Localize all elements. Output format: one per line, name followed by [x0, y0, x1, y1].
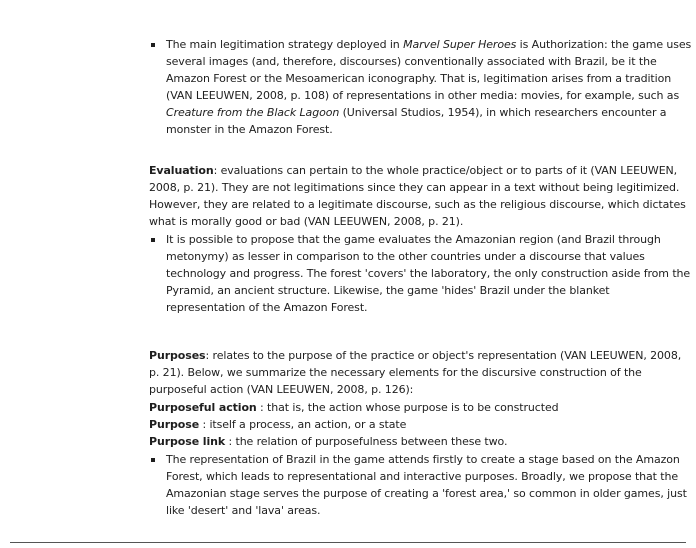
definition-purposeful-action: Purposeful action : that is, the action whose purpose is to be constructed: [149, 401, 559, 414]
film-title: Creature from the Black Lagoon: [166, 106, 340, 119]
text-line: Amazonian stage serves the purpose of creating a 'forest area,' so common in older games, just: [166, 487, 687, 500]
bullet-marker: [151, 238, 155, 242]
text-line: Pyramid, an ancient structure. Likewise, the game 'hides' Brazil under the blanket: [166, 284, 610, 297]
definition-purpose-link: Purpose link : the relation of purposefulness between these two.: [149, 435, 508, 448]
text-line: Forest, which leads to representational and interactive purposes. Broadly, we propose that the: [166, 470, 679, 483]
definition-purpose: Purpose : itself a process, an action, or a state: [149, 418, 407, 431]
text-line: Creature from the Black Lagoon (Universal Studios, 1954), in which researchers encounter a: [166, 106, 667, 119]
bullet-marker: [151, 43, 155, 47]
text-line: It is possible to propose that the game evaluates the Amazonian region (and Brazil through: [166, 233, 661, 246]
text-line: 2008, p. 21). They are not legitimations since they can appear in a text without being legitimized.: [149, 181, 680, 194]
text-line: Purposes: relates to the purpose of the practice or object's representation (VAN LEEUWEN, 2008,: [149, 349, 682, 362]
text-line: technology and progress. The forest 'covers' the laboratory, the only construction aside from the: [166, 267, 691, 280]
text-line: The main legitimation strategy deployed in Marvel Super Heroes is Authorization: the game uses: [166, 38, 692, 51]
text-line: purposeful action (VAN LEEUWEN, 2008, p. 126):: [149, 383, 414, 396]
text-line: monster in the Amazon Forest.: [166, 123, 333, 136]
text-line: The representation of Brazil in the game attends firstly to create a stage based on the Amazon: [166, 453, 680, 466]
purposes-term: Purposes: [149, 349, 206, 362]
text-line: metonymy) as lesser in comparison to the other countries under a discourse that values: [166, 250, 645, 263]
text-line: several images (and, therefore, discourses) conventionally associated with Brazil, be it the: [166, 55, 657, 68]
game-title: Marvel Super Heroes: [403, 38, 517, 51]
text-line: (VAN LEEUWEN, 2008, p. 108) of representations in other media: movies, for example, such as: [166, 89, 680, 102]
footer-divider: [10, 542, 686, 543]
text-line: Amazon Forest or the Mesoamerican iconography. That is, legitimation arises from a tradition: [166, 72, 672, 85]
text-line: p. 21). Below, we summarize the necessary elements for the discursive construction of the: [149, 366, 642, 379]
text-line: Evaluation: evaluations can pertain to the whole practice/object or to parts of it (VAN LEEUWEN,: [149, 164, 678, 177]
bullet-marker: [151, 458, 155, 462]
evaluation-term: Evaluation: [149, 164, 214, 177]
text-line: like 'desert' and 'lava' areas.: [166, 504, 321, 517]
text-line: However, they are related to a legitimate discourse, such as the religious discourse, which dictates: [149, 198, 686, 211]
text-line: representation of the Amazon Forest.: [166, 301, 368, 314]
text-line: what is morally good or bad (VAN LEEUWEN, 2008, p. 21).: [149, 215, 464, 228]
